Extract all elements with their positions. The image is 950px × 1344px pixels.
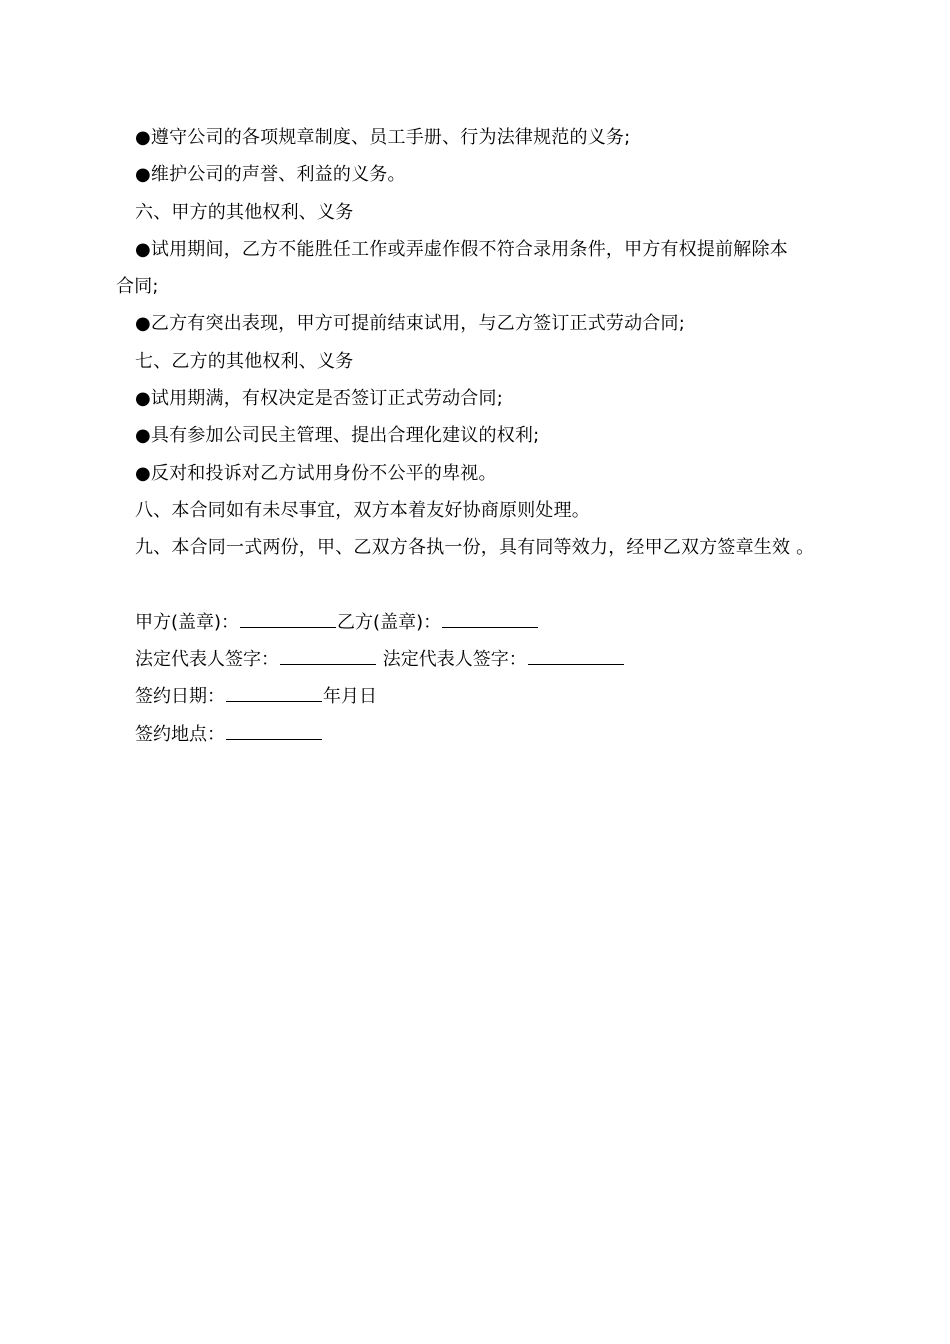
party-a-seal-label: 甲方(盖章)： [135,611,240,633]
party-b-right-decide-item: ●试用期满，有权决定是否签订正式劳动合同; [135,388,503,410]
rep-b-signature-label: 法定代表人签字： [382,649,527,671]
party-seal-row [116,604,856,641]
party-a-right-early-end-item: ●乙方有突出表现，甲方可提前结束试用，与乙方签订正式劳动合同; [135,313,685,335]
spacer [116,567,856,604]
obligation-reputation-item: ●维护公司的声誉、利益的义务。 [135,164,406,186]
rep-a-signature-blank[interactable] [280,650,376,665]
sign-date-suffix: 年月日 [323,686,377,708]
sign-place-label: 签约地点： [135,723,225,745]
section-nine-clause: 九、本合同一式两份，甲、乙双方各执一份，具有同等效力，经甲乙双方签章生效 。 [135,537,815,559]
representative-signature-row [116,641,856,678]
party-a-right-terminate-item: ●试用期间，乙方不能胜任工作或弄虚作假不符合录用条件，甲方有权提前解除本 [135,238,788,260]
party-a-seal-blank[interactable] [240,613,336,628]
sign-place-blank[interactable] [226,725,322,740]
section-seven-heading: 七、乙方的其他权利、义务 [135,350,354,372]
party-b-seal-blank[interactable] [442,613,538,628]
section-eight-clause: 八、本合同如有未尽事宜，双方本着友好协商原则处理。 [135,499,590,521]
obligation-rules-item: ●遵守公司的各项规章制度、员工手册、行为法律规范的义务; [135,127,631,148]
sign-date-row [116,678,856,715]
document-body [116,119,856,753]
party-a-right-terminate-item-cont: 合同; [116,276,159,298]
sign-date-label: 签约日期： [135,686,225,708]
sign-place-row [116,716,856,753]
rep-a-signature-label: 法定代表人签字： [135,649,279,671]
rep-b-signature-blank[interactable] [528,650,624,665]
sign-date-blank[interactable] [226,687,322,702]
section-six-heading: 六、甲方的其他权利、义务 [135,201,354,223]
party-b-right-participate-item: ●具有参加公司民主管理、提出合理化建议的权利; [135,425,540,447]
party-b-seal-label: 乙方(盖章)： [337,611,442,633]
party-b-right-object-item: ●反对和投诉对乙方试用身份不公平的卑视。 [135,462,497,484]
